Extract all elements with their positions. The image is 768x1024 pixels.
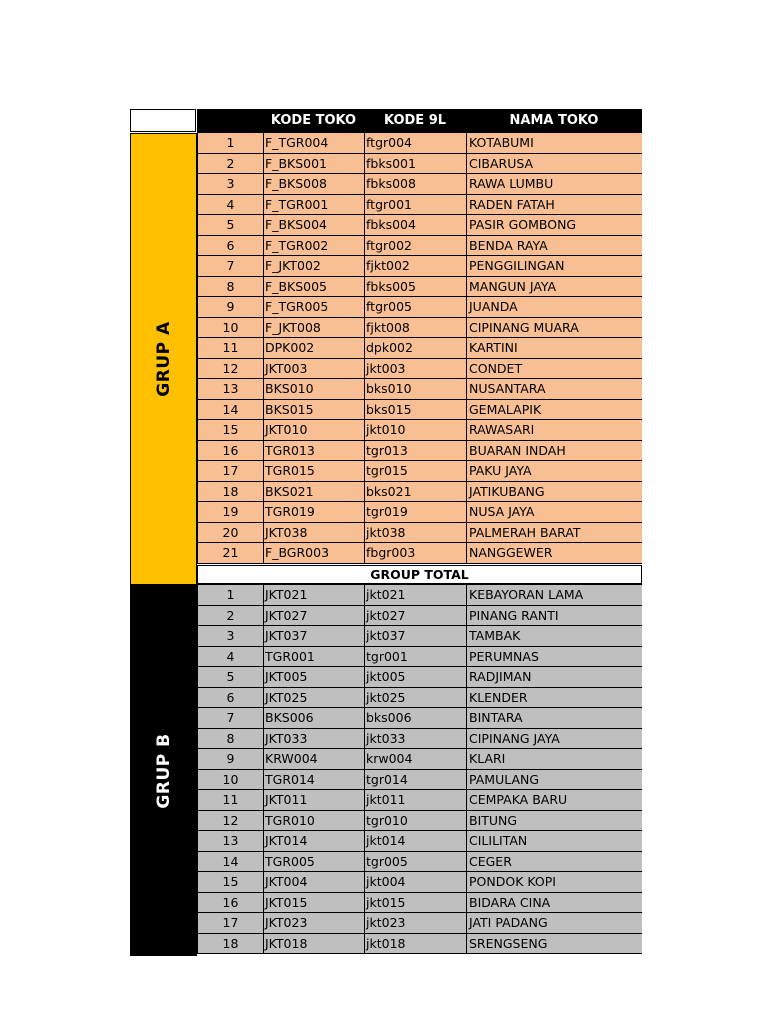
kode-toko-cell: F_TGR005 [263,297,364,318]
kode-toko-cell: JKT033 [263,729,364,750]
table-row [197,236,642,257]
row-number: 8 [197,277,263,298]
kode-9l-cell: jkt021 [364,585,466,606]
nama-toko-cell: JATIKUBANG [466,482,642,503]
row-number: 11 [197,338,263,359]
group-b-label: GRUP B [153,732,174,809]
nama-toko-cell: PENGGILINGAN [466,256,642,277]
row-number: 4 [197,647,263,668]
table-row [197,338,642,359]
table-row [197,606,642,627]
row-number: 20 [197,523,263,544]
kode-toko-cell: F_JKT008 [263,318,364,339]
table-row [197,790,642,811]
row-number: 14 [197,852,263,873]
kode-toko-cell: BKS006 [263,708,364,729]
nama-toko-cell: SRENGSENG [466,934,642,955]
table-row [197,667,642,688]
table-row [197,133,642,154]
kode-9l-cell: krw004 [364,749,466,770]
kode-9l-cell: jkt033 [364,729,466,750]
table-row [197,770,642,791]
kode-toko-cell: TGR015 [263,461,364,482]
row-number: 12 [197,359,263,380]
kode-toko-cell: F_TGR004 [263,133,364,154]
table-row [197,647,642,668]
kode-toko-cell: JKT027 [263,606,364,627]
header-nama-toko: NAMA TOKO [509,113,599,128]
row-number: 3 [197,626,263,647]
kode-toko-cell: F_BKS001 [263,154,364,175]
kode-toko-cell: JKT005 [263,667,364,688]
row-number: 14 [197,400,263,421]
table-row [197,913,642,934]
kode-9l-cell: jkt011 [364,790,466,811]
kode-9l-cell: jkt037 [364,626,466,647]
kode-9l-cell: fbks005 [364,277,466,298]
kode-9l-cell: ftgr002 [364,236,466,257]
row-number: 13 [197,379,263,400]
nama-toko-cell: PALMERAH BARAT [466,523,642,544]
kode-toko-cell: JKT004 [263,872,364,893]
row-number: 12 [197,811,263,832]
nama-toko-cell: CIPINANG MUARA [466,318,642,339]
kode-9l-cell: jkt004 [364,872,466,893]
table-row [197,461,642,482]
nama-toko-cell: PAKU JAYA [466,461,642,482]
table-row [197,688,642,709]
table-row [197,523,642,544]
kode-toko-cell: BKS015 [263,400,364,421]
kode-toko-cell: KRW004 [263,749,364,770]
kode-9l-cell: dpk002 [364,338,466,359]
table-row [197,729,642,750]
row-number: 16 [197,893,263,914]
group-a-band [130,133,197,585]
store-table [130,109,642,956]
nama-toko-cell: GEMALAPIK [466,400,642,421]
table-row [197,256,642,277]
kode-9l-cell: tgr001 [364,647,466,668]
nama-toko-cell: RADEN FATAH [466,195,642,216]
kode-9l-cell: bks010 [364,379,466,400]
table-row [197,934,642,955]
row-number: 18 [197,934,263,955]
kode-toko-cell: F_TGR001 [263,195,364,216]
kode-9l-cell: ftgr005 [364,297,466,318]
row-number: 15 [197,420,263,441]
kode-9l-cell: tgr005 [364,852,466,873]
nama-toko-cell: RAWASARI [466,420,642,441]
nama-toko-cell: CIPINANG JAYA [466,729,642,750]
kode-9l-cell: ftgr001 [364,195,466,216]
row-number: 9 [197,749,263,770]
kode-toko-cell: TGR013 [263,441,364,462]
group-b-band [130,585,197,956]
kode-toko-cell: JKT018 [263,934,364,955]
kode-toko-cell: TGR019 [263,502,364,523]
row-number: 5 [197,667,263,688]
nama-toko-cell: PAMULANG [466,770,642,791]
nama-toko-cell: NANGGEWER [466,543,642,564]
row-number: 2 [197,606,263,627]
kode-9l-cell: tgr013 [364,441,466,462]
group-a-label: GRUP A [153,321,174,397]
kode-toko-cell: F_TGR002 [263,236,364,257]
nama-toko-cell: CEMPAKA BARU [466,790,642,811]
kode-toko-cell: JKT021 [263,585,364,606]
nama-toko-cell: PINANG RANTI [466,606,642,627]
row-number: 10 [197,318,263,339]
kode-9l-cell: ftgr004 [364,133,466,154]
kode-9l-cell: jkt038 [364,523,466,544]
row-number: 8 [197,729,263,750]
nama-toko-cell: BINTARA [466,708,642,729]
header-blank-cell [130,109,196,132]
kode-toko-cell: JKT037 [263,626,364,647]
nama-toko-cell: KEBAYORAN LAMA [466,585,642,606]
row-number: 3 [197,174,263,195]
kode-9l-cell: jkt025 [364,688,466,709]
nama-toko-cell: CILILITAN [466,831,642,852]
kode-toko-cell: JKT023 [263,913,364,934]
table-row [197,420,642,441]
kode-toko-cell: BKS021 [263,482,364,503]
nama-toko-cell: KOTABUMI [466,133,642,154]
table-row [197,585,642,606]
kode-toko-cell: JKT010 [263,420,364,441]
kode-9l-cell: fbks008 [364,174,466,195]
kode-9l-cell: jkt014 [364,831,466,852]
nama-toko-cell: JATI PADANG [466,913,642,934]
kode-9l-cell: fbgr003 [364,543,466,564]
row-number: 1 [197,585,263,606]
table-row [197,400,642,421]
kode-9l-cell: bks006 [364,708,466,729]
kode-toko-cell: JKT038 [263,523,364,544]
kode-9l-cell: fjkt008 [364,318,466,339]
row-number: 19 [197,502,263,523]
table-row [197,708,642,729]
kode-toko-cell: F_JKT002 [263,256,364,277]
kode-toko-cell: F_BKS008 [263,174,364,195]
kode-9l-cell: tgr010 [364,811,466,832]
nama-toko-cell: BIDARA CINA [466,893,642,914]
row-number: 5 [197,215,263,236]
kode-toko-cell: DPK002 [263,338,364,359]
row-number: 21 [197,543,263,564]
kode-toko-cell: TGR010 [263,811,364,832]
row-number: 17 [197,913,263,934]
row-number: 2 [197,154,263,175]
row-number: 15 [197,872,263,893]
table-row [197,359,642,380]
kode-toko-cell: F_BKS004 [263,215,364,236]
header-kode-9l: KODE 9L [383,113,447,128]
row-number: 6 [197,688,263,709]
nama-toko-cell: RADJIMAN [466,667,642,688]
kode-toko-cell: F_BGR003 [263,543,364,564]
nama-toko-cell: BENDA RAYA [466,236,642,257]
kode-9l-cell: jkt015 [364,893,466,914]
kode-toko-cell: TGR014 [263,770,364,791]
table-row [197,811,642,832]
nama-toko-cell: MANGUN JAYA [466,277,642,298]
kode-9l-cell: tgr019 [364,502,466,523]
nama-toko-cell: KLARI [466,749,642,770]
table-row [197,482,642,503]
kode-toko-cell: TGR001 [263,647,364,668]
kode-toko-cell: JKT025 [263,688,364,709]
table-row [197,195,642,216]
nama-toko-cell: KLENDER [466,688,642,709]
row-number: 11 [197,790,263,811]
table-row [197,626,642,647]
table-row [197,318,642,339]
table-row [197,297,642,318]
kode-9l-cell: fjkt002 [364,256,466,277]
table-row [197,852,642,873]
row-number: 7 [197,708,263,729]
table-row [197,893,642,914]
kode-9l-cell: jkt027 [364,606,466,627]
nama-toko-cell: RAWA LUMBU [466,174,642,195]
table-row [197,154,642,175]
table-row [197,277,642,298]
row-number: 13 [197,831,263,852]
nama-toko-cell: PERUMNAS [466,647,642,668]
kode-9l-cell: bks015 [364,400,466,421]
nama-toko-cell: JUANDA [466,297,642,318]
kode-9l-cell: bks021 [364,482,466,503]
row-number: 6 [197,236,263,257]
table-row [197,441,642,462]
kode-9l-cell: tgr015 [364,461,466,482]
kode-9l-cell: jkt010 [364,420,466,441]
nama-toko-cell: PONDOK KOPI [466,872,642,893]
kode-toko-cell: F_BKS005 [263,277,364,298]
kode-toko-cell: JKT015 [263,893,364,914]
kode-9l-cell: jkt023 [364,913,466,934]
kode-toko-cell: JKT003 [263,359,364,380]
table-row [197,379,642,400]
nama-toko-cell: CEGER [466,852,642,873]
nama-toko-cell: TAMBAK [466,626,642,647]
nama-toko-cell: BUARAN INDAH [466,441,642,462]
nama-toko-cell: NUSANTARA [466,379,642,400]
kode-9l-cell: jkt005 [364,667,466,688]
kode-9l-cell: tgr014 [364,770,466,791]
row-number: 17 [197,461,263,482]
row-number: 9 [197,297,263,318]
kode-9l-cell: jkt003 [364,359,466,380]
table-row [197,872,642,893]
row-number: 16 [197,441,263,462]
nama-toko-cell: KARTINI [466,338,642,359]
row-number: 7 [197,256,263,277]
row-number: 10 [197,770,263,791]
table-row [197,831,642,852]
nama-toko-cell: NUSA JAYA [466,502,642,523]
kode-9l-cell: jkt018 [364,934,466,955]
group-total-row: GROUP TOTAL [197,565,642,585]
table-row [197,215,642,236]
header-kode-toko: KODE TOKO [270,113,357,128]
kode-9l-cell: fbks001 [364,154,466,175]
table-row [197,543,642,564]
kode-9l-cell: fbks004 [364,215,466,236]
kode-toko-cell: JKT014 [263,831,364,852]
row-number: 1 [197,133,263,154]
kode-toko-cell: TGR005 [263,852,364,873]
table-header [197,109,642,133]
kode-toko-cell: BKS010 [263,379,364,400]
row-number: 18 [197,482,263,503]
table-row [197,749,642,770]
nama-toko-cell: CONDET [466,359,642,380]
nama-toko-cell: PASIR GOMBONG [466,215,642,236]
row-number: 4 [197,195,263,216]
kode-toko-cell: JKT011 [263,790,364,811]
table-row [197,174,642,195]
nama-toko-cell: BITUNG [466,811,642,832]
table-row [197,502,642,523]
nama-toko-cell: CIBARUSA [466,154,642,175]
